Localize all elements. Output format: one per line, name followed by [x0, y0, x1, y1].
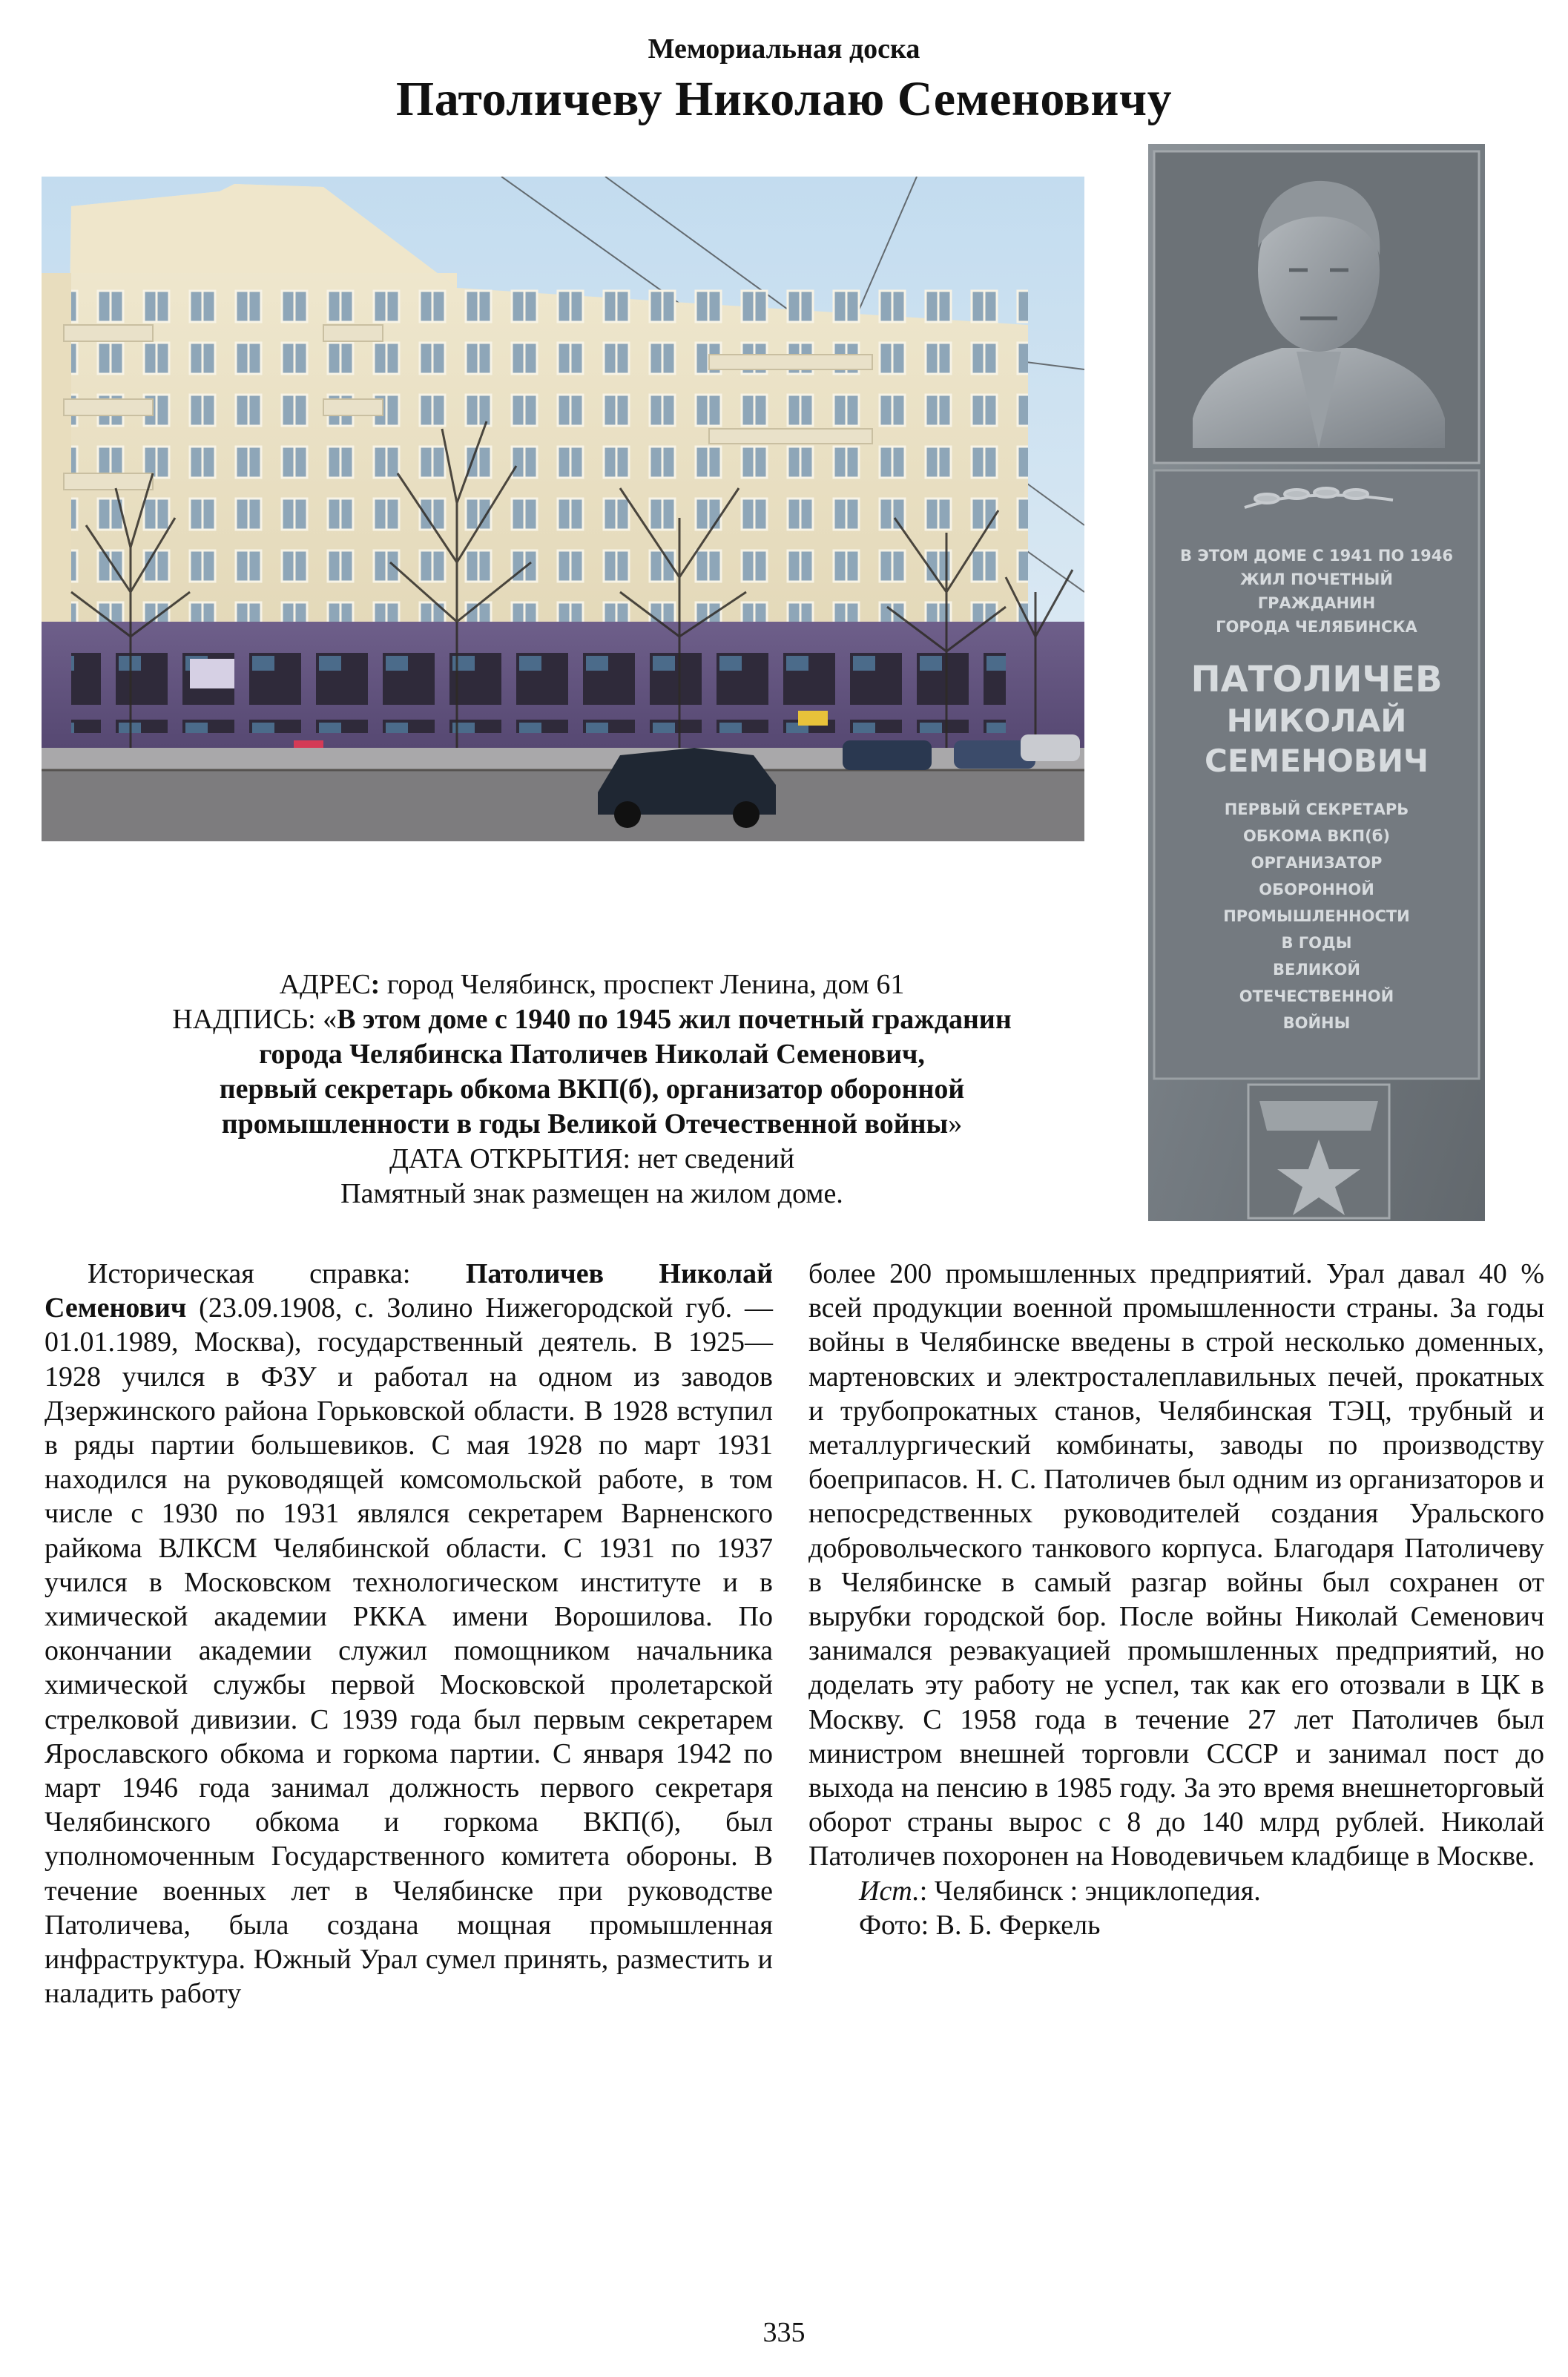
plaque-line: ПАТОЛИЧЕВ: [1190, 659, 1443, 700]
plaque-line: ОБОРОННОЙ: [1259, 881, 1374, 898]
history-continuation: более 200 промышленных предприятий. Урал давал 40 % всей продукции военной промышленности страны. За годы войны в Челябинске введены в строй несколько доменных, мартеновских и электросталеплавильных печей, прокатных и трубопрокатных станов, Челябинская ТЭЦ, трубный и металлургический комбинаты, заводы по производству боеприпасов. Н. С. Патоличев был одним из организаторов и непосредственных руководителей создания Уральского добровольческого танкового корпуса. Благодаря Патоличеву в Челябинске в самый разгар войны был сохранен от вырубки городской бор. После войны Николай Семенович занимался реэвакуацией промышленных предприятий, но доделать эту работу не успел, так как его отозвали в ЦК в Москву. С 1958 года в течение 27 лет Патоличев был министром внешней торговли СССР и занимал пост до выхода на пенсию в 1985 году. За это время внешнеторговый оборот страны вырос с 8 до 140 млрд рублей. Николай Патоличев похоронен на Новодевичьем кладбище в Москве.: [808, 1258, 1544, 1873]
history-text-left: (23.09.1908, с. Золино Нижегородской губ. — 01.01.1989, Москва), государственный деятель. В 1925—1928 учился в ФЗУ и работал на одном из заводов Дзержинского района Горьковской области. В 1928 вступил в ряды партии большевиков. С мая 1928 по март 1931 находился на руководящей комсомольской работе, в том числе с 1930 по 1931 являлся секретарем Варненского райкома ВЛКСМ Челябинской области. С 1931 по 1937 учился в Московском технологическом институте и в химической академии РККА имени Ворошилова. По окончании академии служил помощником начальника химической службы первой Московской пролетарской стрелковой дивизии. С 1939 года был первым секретарем Ярославского обкома и горкома партии. С января 1942 по март 1946 года занимал должность первого секретаря Челябинского обкома и горкома ВКП(б), был уполномоченным Государственного комитета обороны. В течение военных лет в Челябинске при руководстве Патоличева, была создана мощная промышленная инфраструктура. Южный Урал сумел принять, разместить и наладить работу: [45, 1292, 773, 2010]
inscription-label: НАДПИСЬ: «: [172, 1004, 337, 1035]
address-line: [42, 967, 1142, 1002]
plaque-line: СЕМЕНОВИЧ: [1205, 743, 1429, 779]
photo-credit: Фото: В. Б. Феркель: [859, 1909, 1101, 1941]
plaque-line: ПРОМЫШЛЕННОСТИ: [1223, 907, 1410, 925]
opening-date-line: ДАТА ОТКРЫТИЯ: нет сведений: [389, 1143, 795, 1174]
plaque-line: ПЕРВЫЙ СЕКРЕТАРЬ: [1224, 800, 1409, 818]
source-value: : Челябинск : энциклопедия.: [919, 1875, 1261, 1907]
plaque-line: ЖИЛ ПОЧЕТНЫЙ: [1239, 571, 1394, 588]
history-paragraph: [45, 1257, 773, 2011]
person-name: Патоличев Николай Семенович: [45, 1258, 773, 1324]
inscription-line-4: [42, 1107, 1142, 1142]
inscription-close: »: [948, 1108, 963, 1140]
inscription-line-3: первый секретарь обкома ВКП(б), организатор оборонной: [219, 1074, 965, 1105]
page-title: Патоличеву Николаю Семеновичу: [395, 72, 1173, 126]
plaque-line: В ЭТОМ ДОМЕ С 1941 ПО 1946: [1180, 547, 1453, 565]
placement-line: Памятный знак размещен на жилом доме.: [340, 1178, 843, 1209]
plaque-line: ВЕЛИКОЙ: [1273, 961, 1360, 979]
info-block: [42, 967, 1142, 1211]
plaque-line: В ГОДЫ: [1281, 934, 1352, 952]
source-line: [808, 1874, 1544, 1908]
plaque-line: ГОРОДА ЧЕЛЯБИНСКА: [1216, 618, 1417, 636]
address-value: город Челябинск, проспект Ленина, дом 61: [380, 969, 905, 1000]
plaque-line: ОБКОМА ВКП(б): [1243, 827, 1390, 845]
memorial-plaque-photo: [1148, 144, 1485, 1221]
text-column-left: [45, 1257, 773, 2011]
source-label: Ист.: [859, 1875, 920, 1907]
plaque-line: ВОЙНЫ: [1282, 1014, 1351, 1032]
inscription-text-4: промышленности в годы Великой Отечественной войны: [221, 1108, 949, 1140]
history-intro: Историческая справка:: [88, 1258, 466, 1289]
address-label: АДРЕС: [279, 969, 371, 1000]
inscription-line-2: города Челябинска Патоличев Николай Семенович,: [259, 1039, 925, 1070]
plaque-line: ОРГАНИЗАТОР: [1251, 854, 1383, 872]
plaque-line: НИКОЛАЙ: [1226, 703, 1407, 739]
page-subtitle: Мемориальная доска: [648, 33, 920, 65]
plaque-line: ОТЕЧЕСТВЕННОЙ: [1239, 987, 1394, 1005]
address-colon: :: [370, 969, 381, 1000]
text-column-right: [808, 1257, 1544, 1942]
plaque-line: ГРАЖДАНИН: [1257, 594, 1376, 612]
inscription-text-1: В этом доме с 1940 по 1945 жил почетный гражданин: [337, 1004, 1012, 1035]
page-number: 335: [762, 2317, 806, 2348]
building-photo: [42, 177, 1084, 841]
inscription-line-1: [42, 1002, 1142, 1037]
